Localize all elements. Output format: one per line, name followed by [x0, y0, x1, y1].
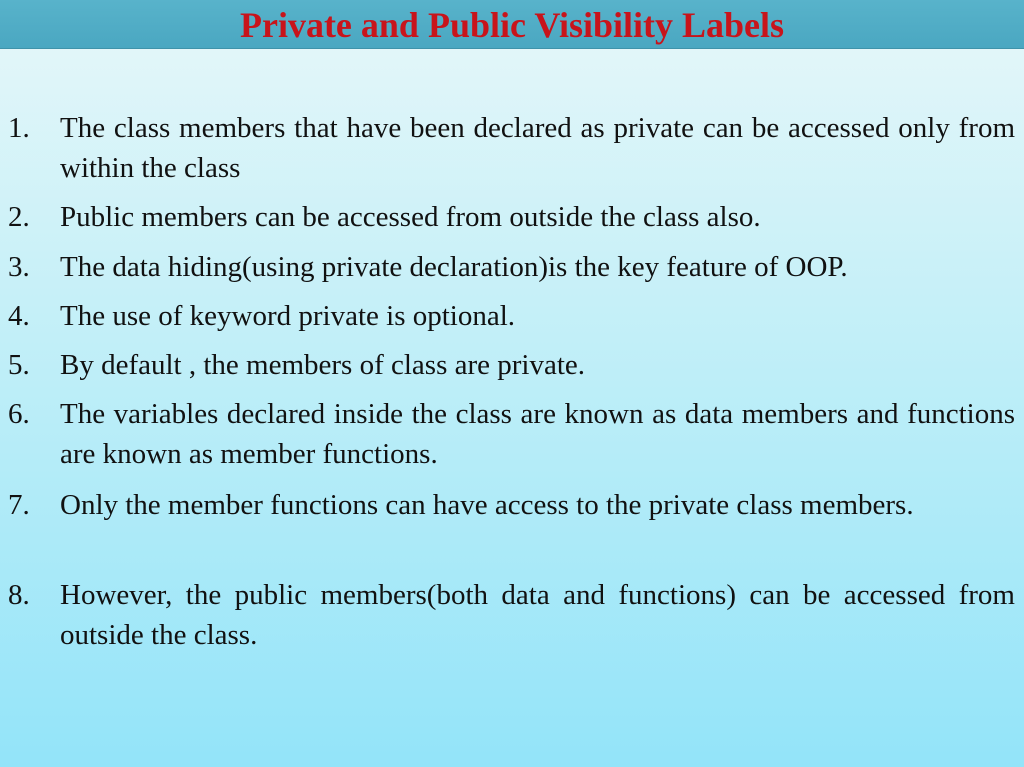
- list-item: [8, 247, 1015, 287]
- list-item-text: By default , the members of class are private.: [60, 349, 586, 381]
- list-item-number: 5.: [8, 349, 30, 381]
- list-item: [8, 485, 1015, 525]
- list-item-number: 7.: [8, 489, 30, 521]
- title-bar: [0, 0, 1024, 49]
- list-item-text: Public members can be accessed from outside the class also.: [60, 201, 761, 233]
- list-item: [8, 345, 1015, 385]
- list-item-number: 1.: [8, 112, 30, 144]
- slide-title: Private and Public Visibility Labels: [239, 5, 785, 45]
- list-item-text: The data hiding(using private declaration)is the key feature of OOP.: [60, 251, 848, 283]
- list-item: [8, 394, 1015, 474]
- list-item-number: 3.: [8, 251, 30, 283]
- list-item-number: 4.: [8, 300, 30, 332]
- list-item-text: The class members that have been declared as private can be accessed only from within the class: [60, 112, 1015, 184]
- list-item: [8, 575, 1015, 655]
- list-item-number: 2.: [8, 201, 30, 233]
- list-item-number: 6.: [8, 398, 30, 430]
- list-item-number: 8.: [8, 579, 30, 611]
- list-item-text: Only the member functions can have access to the private class members.: [60, 489, 914, 521]
- list-item-text: The variables declared inside the class are known as data members and functions are known as member functions.: [60, 398, 1015, 470]
- list-item: [8, 296, 1015, 336]
- list-item-text: However, the public members(both data and functions) can be accessed from outside the class.: [60, 579, 1015, 651]
- list-item: [8, 197, 1015, 237]
- list-item: [8, 108, 1015, 188]
- list-item-text: The use of keyword private is optional.: [60, 300, 516, 332]
